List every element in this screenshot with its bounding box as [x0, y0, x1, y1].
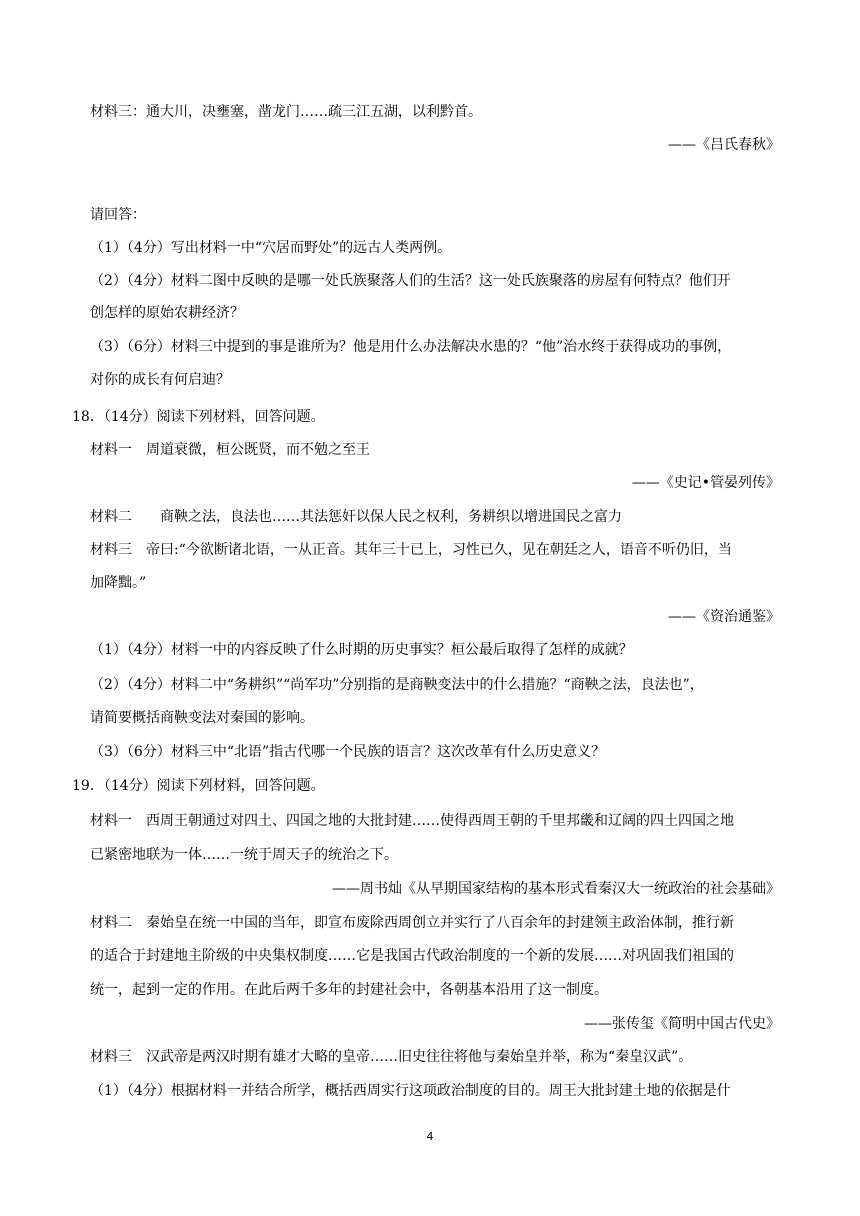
source-lvshi-chunqiu: ——《吕氏春秋》 — [668, 137, 780, 153]
q17-sub2-line2: 创怎样的原始农耕经济？ — [90, 305, 244, 321]
q18-sub2-line2: 请简要概括商鞅变法对秦国的影响。 — [90, 710, 314, 726]
q18-sub3: （3）（6分）材料三中“北语”指古代哪一个民族的语言？这次改革有什么历史意义？ — [90, 744, 606, 760]
answer-prompt: 请回答： — [90, 207, 146, 223]
source-zhang-chuanxi: ——张传玺《简明中国古代史》 — [584, 1016, 780, 1032]
q19-material-2-line1: 材料二 秦始皇在统一中国的当年，即宣布废除西周创立并实行了八百余年的封建领主政治体制，推行新 — [90, 915, 734, 931]
q19-heading: 19．（14分）阅读下列材料，回答问题。 — [72, 778, 325, 794]
q17-sub3-line2: 对你的成长有何启迪？ — [90, 372, 230, 388]
material-3-text: 材料三：通大川，决壅塞，凿龙门……疏三江五湖，以利黔首。 — [90, 104, 482, 120]
source-zizhi-tongjian: ——《资治通鉴》 — [668, 609, 780, 625]
q18-material-3-line1: 材料三 帝曰:“今欲断诸北语，一从正音。其年三十已上，习性已久，见在朝廷之人，语音不听仍旧，当 — [90, 542, 732, 558]
q18-sub2-line1: （2）（4分）材料二中“务耕织”“尚军功”分别指的是商鞅变法中的什么措施？“商鞅之法，良法也”， — [90, 677, 704, 693]
page-number: 4 — [426, 1130, 434, 1143]
q19-material-1-line2: 已紧密地联为一体……一统于周天子的统治之下。 — [90, 847, 398, 863]
q18-material-3-line2: 加降黜。” — [90, 575, 147, 591]
q19-sub1: （1）（4分）根据材料一并结合所学，概括西周实行这项政治制度的目的。周王大批封建土地的依据是什 — [90, 1083, 731, 1099]
q17-sub3-line1: （3）（6分）材料三中提到的事是谁所为？他是用什么办法解决水患的？“他”治水终于获得成功的事例， — [90, 339, 732, 355]
q19-material-2-line3: 统一，起到一定的作用。在此后两千多年的封建社会中，各朝基本沿用了这一制度。 — [90, 982, 608, 998]
q18-heading: 18．（14分）阅读下列材料，回答问题。 — [72, 409, 325, 425]
q18-material-2: 材料二 商鞅之法，良法也……其法惩奸以保人民之权利，务耕织以增进国民之富力 — [90, 509, 622, 525]
q19-material-3: 材料三 汉武帝是两汉时期有雄才大略的皇帝……旧史往往将他与秦始皇并举，称为“秦皇汉武”。 — [90, 1049, 693, 1065]
q19-material-1-line1: 材料一 西周王朝通过对四土、四国之地的大批封建……使得西周王朝的千里邦畿和辽阔的四土四国之地 — [90, 813, 734, 829]
source-zhou-shucan: ——周书灿《从早期国家结构的基本形式看秦汉大一统政治的社会基础》 — [332, 881, 780, 897]
source-shiji: ——《史记•管晏列传》 — [631, 475, 780, 491]
q18-sub1: （1）（4分）材料一中的内容反映了什么时期的历史事实？桓公最后取得了怎样的成就？ — [90, 642, 633, 658]
q17-sub2-line1: （2）（4分）材料二图中反映的是哪一处氏族聚落人们的生活？这一处氏族聚落的房屋有何特点？他们开 — [90, 273, 731, 289]
q17-sub1: （1）（4分）写出材料一中“穴居而野处”的远古人类两例。 — [90, 240, 452, 256]
q18-material-1: 材料一 周道衰微，桓公既贤，而不勉之至王 — [90, 442, 370, 458]
q19-material-2-line2: 的适合于封建地主阶级的中央集权制度……它是我国古代政治制度的一个新的发展……对巩固我们祖国的 — [90, 948, 734, 964]
